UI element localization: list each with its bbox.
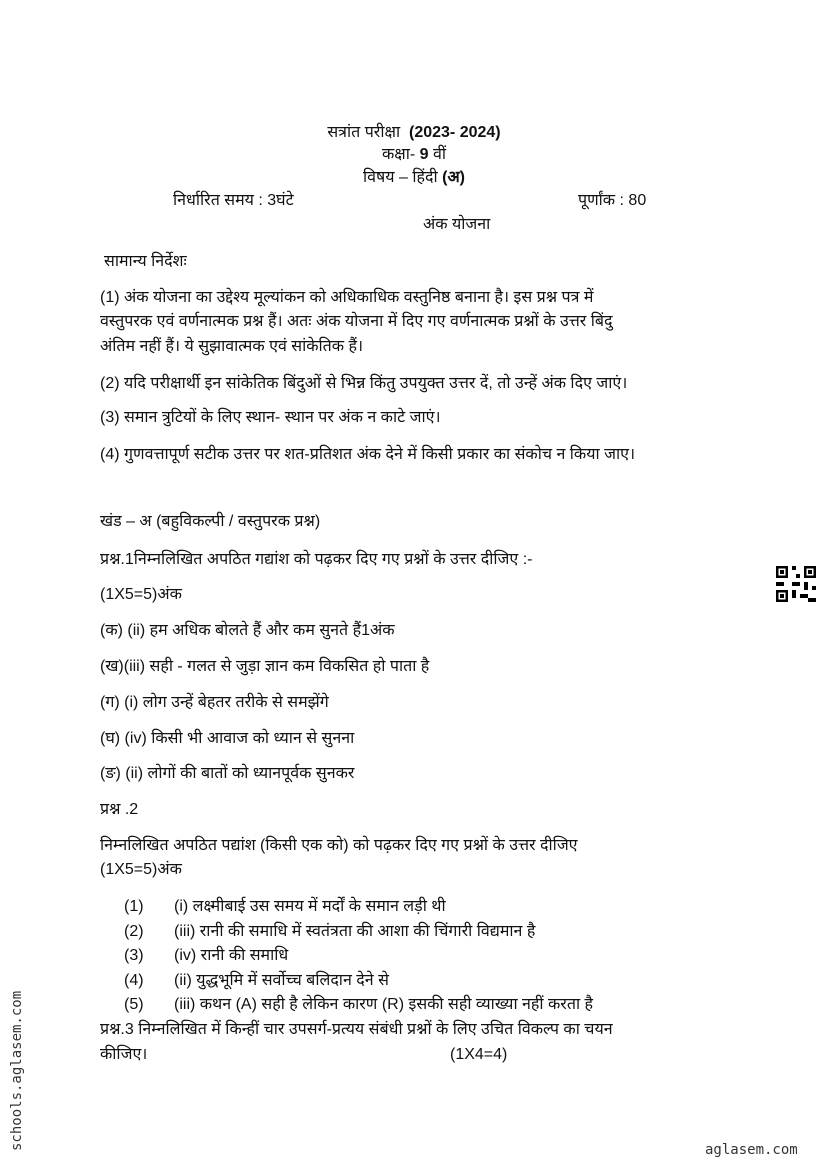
subject-code: (अ) xyxy=(442,169,465,186)
q1-answer: (ग) (i) लोग उन्हें बेहतर तरीके से समझेंगे xyxy=(100,694,329,711)
answer-number: (4) xyxy=(124,972,144,989)
q2-answer xyxy=(124,946,288,966)
q2-title: प्रश्न .2 xyxy=(100,801,139,818)
class-line xyxy=(0,145,828,165)
q2-answer xyxy=(124,897,446,917)
instruction-1-line-3: अंतिम नहीं हैं। ये सुझावात्मक एवं सांकेतिक हैं। xyxy=(100,338,364,355)
subject-label: विषय – xyxy=(363,169,408,186)
q2-marks: (1X5=5)अंक xyxy=(100,861,182,878)
marking-scheme-title: अंक योजना xyxy=(423,216,491,233)
answer-text: (iii) कथन (A) सही है लेकिन कारण (R) इसकी सही व्याख्या नहीं करता है xyxy=(174,996,594,1013)
q3-marks: (1X4=4) xyxy=(450,1046,508,1063)
time-allowed: निर्धारित समय : 3घंटे xyxy=(173,192,294,209)
answer-text: (iv) रानी की समाधि xyxy=(174,947,289,964)
subject: हिंदी xyxy=(412,169,438,186)
answer-number: (2) xyxy=(124,923,144,940)
q1-answer: (क) (ii) हम अधिक बोलते हैं और कम सुनते हैं1अंक xyxy=(100,622,395,639)
q2-text: निम्नलिखित अपठित पद्यांश (किसी एक को) को पढ़कर दिए गए प्रश्नों के उत्तर दीजिए xyxy=(100,837,578,854)
answer-text: (ii) युद्धभूमि में सर्वोच्च बलिदान देने से xyxy=(174,972,389,989)
exam-year: (2023- 2024) xyxy=(409,124,501,141)
watermark-left: schools.aglasem.com xyxy=(9,990,25,1151)
instruction-1-line-2: वस्तुपरक एवं वर्णनात्मक प्रश्न हैं। अतः अंक योजना में दिए गए वर्णनात्मक प्रश्नों के उत्तर बिंदु xyxy=(100,313,613,330)
section-heading: खंड – अ (बहुविकल्पी / वस्तुपरक प्रश्न) xyxy=(100,513,321,530)
exam-title xyxy=(0,123,828,143)
class-label: कक्षा- xyxy=(381,146,416,163)
q1-answer: (ङ) (ii) लोगों की बातों को ध्यानपूर्वक सुनकर xyxy=(100,765,355,782)
instruction-3: (3) समान त्रुटियों के लिए स्थान- स्थान पर अंक न काटे जाएं। xyxy=(100,409,441,426)
answer-number: (3) xyxy=(124,947,144,964)
q1-title: प्रश्न.1निम्नलिखित अपठित गद्यांश को पढ़कर दिए गए प्रश्नों के उत्तर दीजिए :- xyxy=(100,551,533,568)
answer-text: (iii) रानी की समाधि में स्वतंत्रता की आशा की चिंगारी विद्यमान है xyxy=(174,923,536,940)
q2-answer xyxy=(124,922,535,942)
instruction-4: (4) गुणवत्तापूर्ण सटीक उत्तर पर शत-प्रतिशत अंक देने में किसी प्रकार का संकोच न किया जाए। xyxy=(100,446,636,463)
q1-marks: (1X5=5)अंक xyxy=(100,586,182,603)
answer-text: (i) लक्ष्मीबाई उस समय में मर्दों के समान लड़ी थी xyxy=(174,898,446,915)
max-marks: पूर्णांक : 80 xyxy=(578,192,647,209)
q2-answer xyxy=(124,995,593,1015)
instruction-2: (2) यदि परीक्षार्थी इन सांकेतिक बिंदुओं से भिन्न किंतु उपयुक्त उत्तर दें, तो उन्हें अंक दिए जाएं। xyxy=(100,375,628,392)
instruction-1-line-1: (1) अंक योजना का उद्देश्य मूल्यांकन को अधिकाधिक वस्तुनिष्ठ बनाना है। इस प्रश्न पत्र में xyxy=(100,289,594,306)
answer-number: (5) xyxy=(124,996,144,1013)
class-num: 9 xyxy=(419,146,429,163)
q3-text-2: कीजिए। xyxy=(100,1046,148,1063)
qr-code-icon xyxy=(776,566,816,602)
q2-answer xyxy=(124,971,389,991)
subject-line xyxy=(0,168,828,188)
q3-text: प्रश्न.3 निम्नलिखित में किन्हीं चार उपसर्ग-प्रत्यय संबंधी प्रश्नों के लिए उचित विकल्प का चयन xyxy=(100,1021,613,1038)
instructions-title: सामान्य निर्देशः xyxy=(104,253,187,270)
q1-answer: (घ) (iv) किसी भी आवाज को ध्यान से सुनना xyxy=(100,730,355,747)
q1-answer: (ख)(iii) सही - गलत से जुड़ा ज्ञान कम विकसित हो पाता है xyxy=(100,658,430,675)
answer-number: (1) xyxy=(124,898,144,915)
exam-name: सत्रांत परीक्षा xyxy=(327,124,401,141)
class-suffix: वीं xyxy=(433,146,447,163)
watermark-right: aglasem.com xyxy=(705,1142,798,1158)
